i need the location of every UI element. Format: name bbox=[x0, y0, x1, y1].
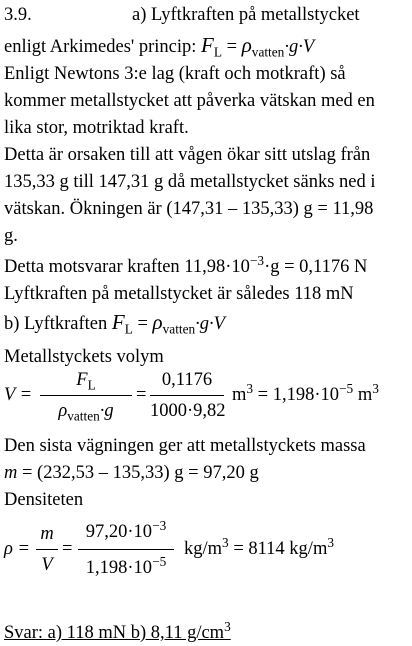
force-symbol: F bbox=[111, 310, 125, 334]
fraction-numerator: $97,20\cdot 10^{-3}$ bbox=[85, 517, 167, 542]
density-heading: Densiteten bbox=[4, 490, 84, 510]
problem-number: 3.9. bbox=[4, 5, 32, 25]
equals-sign: = bbox=[132, 314, 153, 334]
fraction-bar bbox=[36, 549, 58, 550]
newton-line-2: kommer metallstycket att påverka vätskan med en bbox=[4, 91, 375, 111]
archimedes-text: enligt Arkimedes' princip: bbox=[4, 37, 202, 57]
equals-sign: = bbox=[136, 385, 147, 405]
force-line bbox=[4, 252, 368, 277]
density-lhs: ρ = bbox=[4, 539, 30, 559]
part-b-line bbox=[4, 310, 225, 337]
mass-line-2: m = (232,53 – 135,33) g = 97,20 g bbox=[4, 463, 259, 483]
volume-result: $m^3 = 1,198\cdot 10^{-5}$ $m^3$ bbox=[232, 380, 379, 405]
volume-fraction-2 bbox=[150, 370, 224, 426]
fraction-numerator: $F_L$ bbox=[76, 370, 96, 393]
cause-line-1: Detta är orsaken till att vågen ökar sitt utslag från bbox=[4, 145, 371, 165]
fraction-numerator: m bbox=[40, 524, 54, 544]
fraction-bar bbox=[150, 395, 224, 396]
fraction-denominator: $1,198\cdot 10^{-5}$ bbox=[85, 553, 167, 578]
fraction-bar bbox=[78, 549, 174, 550]
formula-rest: ·g·V bbox=[284, 37, 315, 57]
force-result: ·g = 0,1176 N bbox=[264, 257, 368, 277]
rho-subscript: vatten bbox=[251, 44, 285, 60]
fraction-numerator: 0,1176 bbox=[161, 370, 213, 390]
force-exponent: −3 bbox=[249, 252, 265, 268]
lift-result-line: Lyftkraften på metallstycket är således 118 mN bbox=[4, 284, 354, 304]
equals-sign: = bbox=[62, 539, 73, 559]
density-fraction-1 bbox=[36, 524, 58, 580]
force-text: Detta motsvarar kraften 11,98·10 bbox=[4, 257, 250, 277]
fraction-denominator: $\rho_{vatten}\cdot g$ bbox=[58, 401, 114, 424]
mass-line-1: Den sista vägningen ger att metallstyckets massa bbox=[4, 436, 366, 456]
force-subscript: L bbox=[124, 321, 133, 337]
newton-line-3: lika stor, motriktad kraft. bbox=[4, 118, 189, 138]
volume-fraction-1 bbox=[40, 370, 132, 426]
fraction-denominator: V bbox=[41, 555, 53, 575]
newton-line-1: Enligt Newtons 3:e lag (kraft och motkraft) så bbox=[4, 64, 346, 84]
part-b-text: b) Lyftkraften bbox=[4, 314, 112, 334]
cause-line-2: 135,33 g till 147,31 g då metallstycket sänks ned i bbox=[4, 172, 376, 192]
rho-symbol: ρ bbox=[241, 33, 252, 57]
volume-heading: Metallstyckets volym bbox=[4, 347, 164, 367]
cause-line-4: g. bbox=[4, 226, 18, 246]
formula-rest: ·g·V bbox=[195, 314, 225, 334]
force-symbol: F bbox=[201, 33, 214, 57]
part-a-heading: a) Lyftkraften på metallstycket bbox=[132, 5, 360, 25]
fraction-bar bbox=[40, 395, 132, 396]
answer-line: Svar: a) 118 mN b) 8,11 $g/cm^3$ bbox=[4, 618, 231, 643]
equals-sign: = bbox=[222, 37, 242, 57]
volume-lhs: V = bbox=[4, 385, 33, 405]
rho-subscript: vatten bbox=[162, 321, 196, 337]
cause-line-3: vätskan. Ökningen är (147,31 – 135,33) g = 11,98 bbox=[4, 199, 374, 219]
rho-symbol: ρ bbox=[152, 310, 163, 334]
density-fraction-2 bbox=[78, 517, 174, 582]
density-result: $kg/m^3 = 8114$ $kg/m^3$ bbox=[184, 534, 334, 559]
fraction-denominator: 1000·9,82 bbox=[150, 401, 226, 421]
archimedes-line bbox=[4, 33, 315, 60]
force-subscript: L bbox=[213, 44, 223, 60]
problem-header bbox=[4, 5, 360, 25]
